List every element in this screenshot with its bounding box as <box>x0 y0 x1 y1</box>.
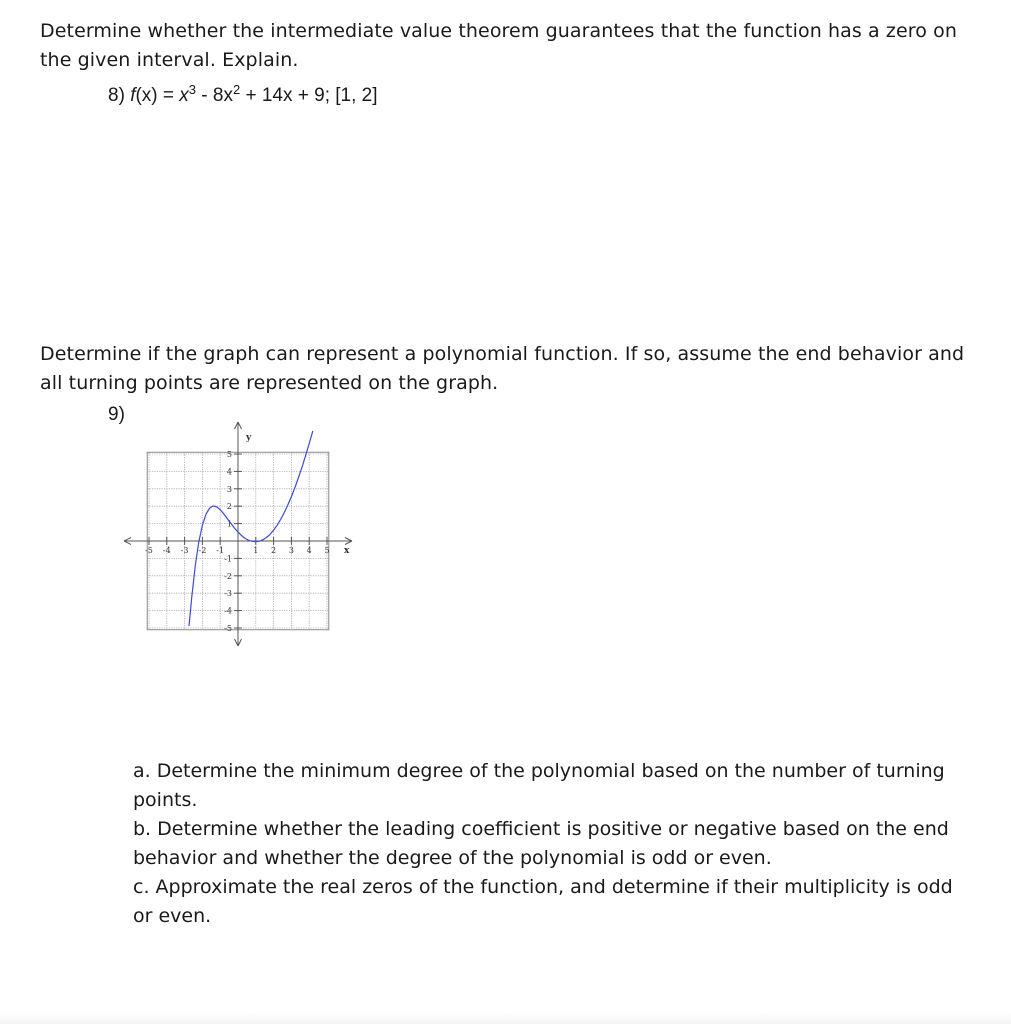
problem-8-number: 8) <box>108 85 125 106</box>
x-tick-label: -1 <box>216 546 225 555</box>
y-axis-label: y <box>246 433 252 443</box>
y-tick-label: 2 <box>226 502 232 512</box>
y-tick-label: -4 <box>224 606 232 616</box>
term-8x-squared: - 8x <box>196 85 233 106</box>
instruction-polynomial-graph: Determine if the graph can represent a polynomial function. If so, assume the end behavior and all turning points are represented on the graph. <box>40 343 965 394</box>
x-tick-label: 2 <box>271 546 277 555</box>
part-b: b. Determine whether the leading coefficient is positive or negative based on the end behavior and whether the degree of the polynomial is odd or even. <box>133 818 949 869</box>
x-tick-label: 3 <box>288 546 294 555</box>
x-tick-label: -2 <box>198 546 207 555</box>
question-parts <box>133 757 963 931</box>
problem-9-number: 9) <box>108 404 125 425</box>
exponent-3: 3 <box>188 82 197 97</box>
term-rest-interval: + 14x + 9; [1, 2] <box>240 85 378 106</box>
function-name: f <box>130 85 136 106</box>
y-tick-label: -5 <box>224 624 232 633</box>
part-a: a. Determine the minimum degree of the polynomial based on the number of turning points. <box>133 760 945 811</box>
x-tick-label: -4 <box>162 546 171 555</box>
x-tick-label: 5 <box>324 546 330 555</box>
x-tick-label: -3 <box>180 546 189 555</box>
x-tick-label: 4 <box>306 546 312 555</box>
y-tick-label: 4 <box>226 467 232 477</box>
x-tick-label: -5 <box>145 546 153 555</box>
exponent-2: 2 <box>232 82 241 97</box>
instruction-ivt: Determine whether the intermediate value theorem guarantees that the function has a zero on the given interval. Explain. <box>40 20 957 71</box>
y-tick-label: 5 <box>226 450 232 459</box>
y-tick-label: -2 <box>224 571 232 581</box>
polynomial-graph <box>120 418 360 650</box>
page-bottom-edge <box>0 1012 1011 1024</box>
term-x-cubed: x <box>179 85 189 106</box>
x-tick-label: 1 <box>253 546 259 555</box>
part-c: c. Approximate the real zeros of the function, and determine if their multiplicity is odd or even. <box>133 876 953 927</box>
polynomial-curve <box>189 431 313 626</box>
function-lhs: (x) = <box>135 85 174 106</box>
problem-8 <box>108 84 378 108</box>
y-tick-label: 3 <box>226 484 232 494</box>
y-tick-label: 1 <box>226 519 232 529</box>
y-tick-label: -3 <box>224 589 232 599</box>
y-tick-label: -1 <box>224 554 232 564</box>
x-axis-label: x <box>344 546 350 556</box>
